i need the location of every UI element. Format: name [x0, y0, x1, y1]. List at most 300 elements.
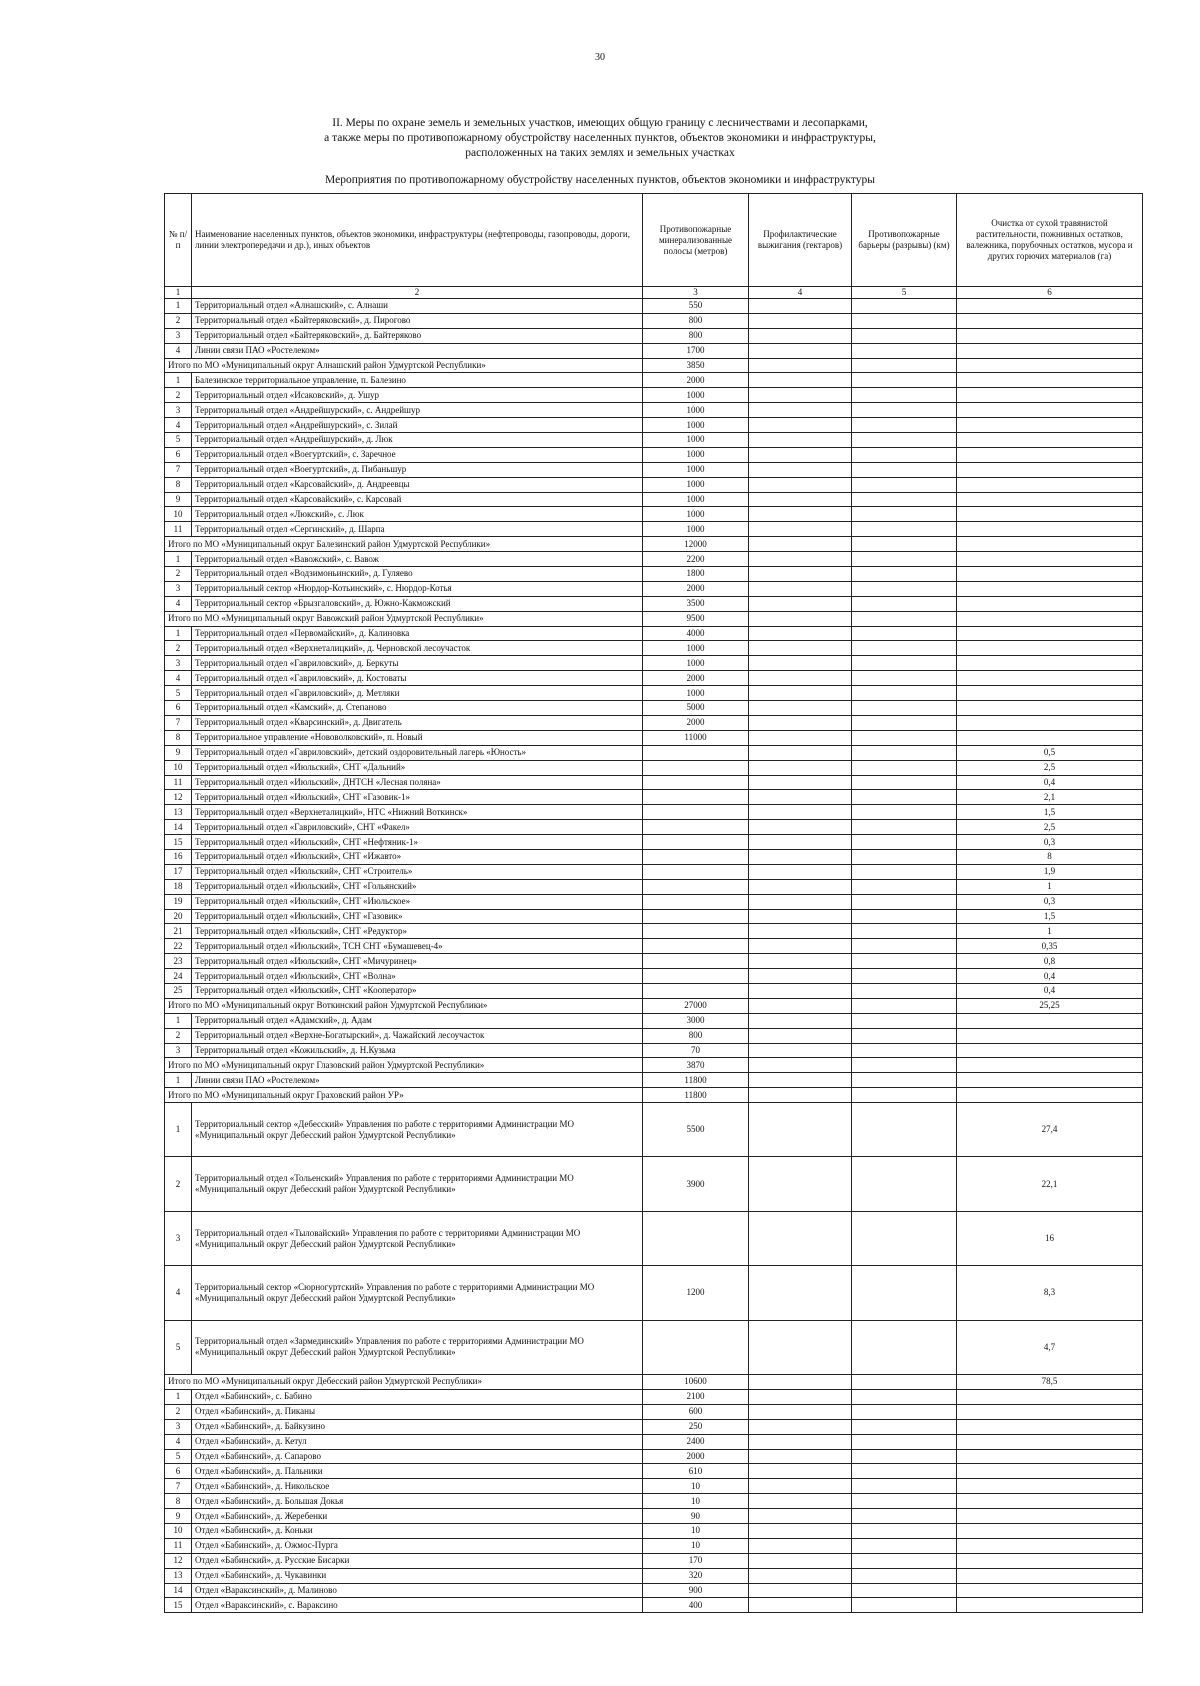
cell-name: Отдел «Бабинский», с. Бабино — [192, 1389, 643, 1404]
cell-fire-barriers — [852, 1088, 957, 1103]
cell-name: Территориальный отдел «Воегуртский», д. Пибаньшур — [192, 462, 643, 477]
cell-preventive-burning — [749, 879, 852, 894]
cell-mineralized-strips: 11800 — [643, 1073, 749, 1088]
cell-clearing: 1 — [957, 879, 1143, 894]
cell-clearing — [957, 1058, 1143, 1073]
table-row — [165, 1464, 1143, 1479]
cell-clearing: 1 — [957, 924, 1143, 939]
cell-name: Территориальное управление «Нововолковский», п. Новый — [192, 730, 643, 745]
cell-fire-barriers — [852, 1434, 957, 1449]
cell-clearing — [957, 507, 1143, 522]
cell-fire-barriers — [852, 418, 957, 433]
cell-fire-barriers — [852, 656, 957, 671]
cell-clearing — [957, 1509, 1143, 1524]
cell-fire-barriers — [852, 328, 957, 343]
cell-clearing — [957, 730, 1143, 745]
cell-preventive-burning — [749, 730, 852, 745]
cell-clearing — [957, 656, 1143, 671]
cell-preventive-burning — [749, 775, 852, 790]
cell-fire-barriers — [852, 1494, 957, 1509]
cell-name: Балезинское территориальное управление, п. Балезино — [192, 373, 643, 388]
cell-mineralized-strips: 3000 — [643, 1013, 749, 1028]
cell-preventive-burning — [749, 611, 852, 626]
cell-num: 12 — [165, 790, 192, 805]
cell-fire-barriers — [852, 745, 957, 760]
cell-num: 8 — [165, 1494, 192, 1509]
cell-name: Линии связи ПАО «Ростелеком» — [192, 343, 643, 358]
cell-name: Территориальный отдел «Июльский», СНТ «Газовик-1» — [192, 790, 643, 805]
cell-num: 6 — [165, 447, 192, 462]
table-row — [165, 864, 1143, 879]
cell-name: Территориальный отдел «Люкский», с. Люк — [192, 507, 643, 522]
cell-fire-barriers — [852, 1404, 957, 1419]
cell-mineralized-strips: 170 — [643, 1553, 749, 1568]
cell-num: 2 — [165, 1157, 192, 1211]
cell-preventive-burning — [749, 1211, 852, 1265]
cell-fire-barriers — [852, 1464, 957, 1479]
total-label: Итого по МО «Муниципальный округ Граховский район УР» — [165, 1088, 643, 1103]
cell-num: 23 — [165, 954, 192, 969]
cell-mineralized-strips — [643, 1211, 749, 1265]
table-row — [165, 671, 1143, 686]
cell-mineralized-strips: 1000 — [643, 522, 749, 537]
table-row — [165, 1523, 1143, 1538]
cell-fire-barriers — [852, 849, 957, 864]
table-row — [165, 1028, 1143, 1043]
cell-name: Территориальный отдел «Июльский», СНТ «Волна» — [192, 969, 643, 984]
cell-name: Территориальный отдел «Июльский», СНТ «Газовик» — [192, 909, 643, 924]
header-name: Наименование населенных пунктов, объектов экономики, инфраструктуры (нефтепроводы, газопроводы, дороги, линии электропередачи и др.), иных объектов — [192, 194, 643, 287]
cell-mineralized-strips: 90 — [643, 1509, 749, 1524]
table-row — [165, 1419, 1143, 1434]
cell-fire-barriers — [852, 1449, 957, 1464]
cell-preventive-burning — [749, 1419, 852, 1434]
cell-fire-barriers — [852, 299, 957, 314]
cell-preventive-burning — [749, 1449, 852, 1464]
cell-mineralized-strips: 1000 — [643, 418, 749, 433]
cell-fire-barriers — [852, 507, 957, 522]
cell-mineralized-strips: 2000 — [643, 671, 749, 686]
cell-clearing: 0,4 — [957, 983, 1143, 998]
cell-name: Территориальный отдел «Водзимоньинский», д. Гуляево — [192, 567, 643, 582]
cell-clearing — [957, 433, 1143, 448]
cell-preventive-burning — [749, 596, 852, 611]
cell-num: 2 — [165, 641, 192, 656]
cell-name: Территориальный сектор «Брызгаловский», д. Южно-Какможский — [192, 596, 643, 611]
cell-preventive-burning — [749, 656, 852, 671]
cell-num: 8 — [165, 477, 192, 492]
cell-mineralized-strips — [643, 760, 749, 775]
cell-preventive-burning — [749, 671, 852, 686]
cell-clearing — [957, 701, 1143, 716]
cell-num: 5 — [165, 433, 192, 448]
cell-preventive-burning — [749, 715, 852, 730]
cell-fire-barriers — [852, 1103, 957, 1157]
total-label: Итого по МО «Муниципальный округ Балезинский район Удмуртской Республики» — [165, 537, 643, 552]
cell-name: Территориальный отдел «Июльский», СНТ «Гольянский» — [192, 879, 643, 894]
cell-mineralized-strips: 10 — [643, 1523, 749, 1538]
cell-clearing — [957, 522, 1143, 537]
cell-preventive-burning — [749, 1266, 852, 1320]
table-row — [165, 522, 1143, 537]
cell-mineralized-strips: 1000 — [643, 403, 749, 418]
cell-mineralized-strips: 1000 — [643, 507, 749, 522]
table-row — [165, 715, 1143, 730]
cell-preventive-burning — [749, 1434, 852, 1449]
cell-num: 11 — [165, 775, 192, 790]
cell-preventive-burning — [749, 924, 852, 939]
cell-clearing: 27,4 — [957, 1103, 1143, 1157]
cell-fire-barriers — [852, 1211, 957, 1265]
table-row — [165, 1073, 1143, 1088]
cell-num: 3 — [165, 403, 192, 418]
header-num: № п/п — [165, 194, 192, 287]
cell-fire-barriers — [852, 581, 957, 596]
page-number: 30 — [595, 52, 605, 63]
cell-preventive-burning — [749, 909, 852, 924]
cell-clearing — [957, 358, 1143, 373]
cell-preventive-burning — [749, 805, 852, 820]
table-row — [165, 656, 1143, 671]
cell-mineralized-strips: 11000 — [643, 730, 749, 745]
cell-clearing — [957, 1073, 1143, 1088]
cell-mineralized-strips — [643, 894, 749, 909]
cell-name: Территориальный отдел «Гавриловский», д. Беркуты — [192, 656, 643, 671]
table-row — [165, 403, 1143, 418]
cell-fire-barriers — [852, 552, 957, 567]
cell-num: 15 — [165, 1598, 192, 1613]
cell-fire-barriers — [852, 775, 957, 790]
cell-num: 9 — [165, 1509, 192, 1524]
table-body — [165, 299, 1143, 1613]
cell-name: Территориальный отдел «Кожильский», д. Н.Кузьма — [192, 1043, 643, 1058]
table-row — [165, 1583, 1143, 1598]
cell-preventive-burning — [749, 745, 852, 760]
cell-preventive-burning — [749, 1523, 852, 1538]
cell-clearing — [957, 343, 1143, 358]
cell-preventive-burning — [749, 954, 852, 969]
cell-fire-barriers — [852, 1419, 957, 1434]
cell-preventive-burning — [749, 1028, 852, 1043]
column-number: 2 — [192, 287, 643, 299]
cell-fire-barriers — [852, 701, 957, 716]
table-row — [165, 969, 1143, 984]
cell-num: 1 — [165, 1073, 192, 1088]
column-number: 4 — [749, 287, 852, 299]
cell-preventive-burning — [749, 1103, 852, 1157]
cell-mineralized-strips: 1000 — [643, 447, 749, 462]
cell-preventive-burning — [749, 1058, 852, 1073]
header-row — [165, 194, 1143, 287]
cell-clearing — [957, 492, 1143, 507]
cell-clearing — [957, 1538, 1143, 1553]
cell-name: Территориальный отдел «Адамский», д. Адам — [192, 1013, 643, 1028]
cell-mineralized-strips: 2000 — [643, 373, 749, 388]
cell-clearing — [957, 1464, 1143, 1479]
cell-preventive-burning — [749, 1320, 852, 1374]
table-row — [165, 626, 1143, 641]
table-row — [165, 1598, 1143, 1613]
cell-mineralized-strips: 5500 — [643, 1103, 749, 1157]
cell-clearing — [957, 715, 1143, 730]
column-number-row — [165, 287, 1143, 299]
cell-mineralized-strips — [643, 954, 749, 969]
cell-preventive-burning — [749, 849, 852, 864]
cell-fire-barriers — [852, 864, 957, 879]
cell-preventive-burning — [749, 939, 852, 954]
cell-preventive-burning — [749, 418, 852, 433]
cell-num: 1 — [165, 373, 192, 388]
column-number: 3 — [643, 287, 749, 299]
cell-fire-barriers — [852, 998, 957, 1013]
cell-fire-barriers — [852, 313, 957, 328]
cell-num: 10 — [165, 1523, 192, 1538]
cell-clearing — [957, 418, 1143, 433]
cell-preventive-burning — [749, 1568, 852, 1583]
cell-mineralized-strips: 800 — [643, 313, 749, 328]
cell-num: 6 — [165, 701, 192, 716]
cell-num: 15 — [165, 835, 192, 850]
cell-mineralized-strips: 400 — [643, 1598, 749, 1613]
cell-fire-barriers — [852, 790, 957, 805]
table-row — [165, 701, 1143, 716]
cell-preventive-burning — [749, 299, 852, 314]
cell-name: Отдел «Бабинский», д. Байкузино — [192, 1419, 643, 1434]
table-row — [165, 1211, 1143, 1265]
cell-mineralized-strips — [643, 849, 749, 864]
cell-preventive-burning — [749, 1389, 852, 1404]
cell-fire-barriers — [852, 805, 957, 820]
cell-clearing — [957, 373, 1143, 388]
table-row — [165, 909, 1143, 924]
table-row — [165, 894, 1143, 909]
table-row — [165, 1553, 1143, 1568]
cell-mineralized-strips — [643, 879, 749, 894]
cell-preventive-burning — [749, 358, 852, 373]
cell-clearing: 4,7 — [957, 1320, 1143, 1374]
table-row — [165, 1538, 1143, 1553]
table-row — [165, 388, 1143, 403]
table-row — [165, 1449, 1143, 1464]
cell-name: Отдел «Вараксинский», д. Малиново — [192, 1583, 643, 1598]
cell-num: 13 — [165, 1568, 192, 1583]
cell-name: Территориальный отдел «Июльский», ТСН СНТ «Бумашевец-4» — [192, 939, 643, 954]
cell-name: Территориальный отдел «Июльский», СНТ «Дальний» — [192, 760, 643, 775]
cell-clearing — [957, 686, 1143, 701]
table-row — [165, 745, 1143, 760]
cell-num: 9 — [165, 492, 192, 507]
cell-num: 3 — [165, 1419, 192, 1434]
cell-clearing: 25,25 — [957, 998, 1143, 1013]
cell-mineralized-strips — [643, 983, 749, 998]
cell-clearing — [957, 1389, 1143, 1404]
cell-mineralized-strips: 2400 — [643, 1434, 749, 1449]
cell-num: 5 — [165, 1320, 192, 1374]
table-row — [165, 939, 1143, 954]
cell-preventive-burning — [749, 388, 852, 403]
cell-fire-barriers — [852, 522, 957, 537]
cell-mineralized-strips: 1000 — [643, 477, 749, 492]
cell-clearing: 2,5 — [957, 820, 1143, 835]
cell-fire-barriers — [852, 1058, 957, 1073]
cell-preventive-burning — [749, 835, 852, 850]
cell-mineralized-strips: 1000 — [643, 388, 749, 403]
cell-preventive-burning — [749, 686, 852, 701]
cell-num: 7 — [165, 1479, 192, 1494]
cell-preventive-burning — [749, 403, 852, 418]
cell-fire-barriers — [852, 596, 957, 611]
cell-num: 24 — [165, 969, 192, 984]
table-caption: Мероприятия по противопожарному обустройству населенных пунктов, объектов экономики и инфраструктуры — [325, 174, 875, 186]
cell-name: Отдел «Бабинский», д. Пиканы — [192, 1404, 643, 1419]
cell-num: 25 — [165, 983, 192, 998]
cell-preventive-burning — [749, 1375, 852, 1390]
table-row — [165, 552, 1143, 567]
table-row — [165, 447, 1143, 462]
cell-clearing — [957, 1553, 1143, 1568]
measures-table — [164, 193, 1143, 1613]
cell-fire-barriers — [852, 730, 957, 745]
cell-fire-barriers — [852, 1375, 957, 1390]
cell-fire-barriers — [852, 462, 957, 477]
cell-preventive-burning — [749, 820, 852, 835]
table-row — [165, 730, 1143, 745]
cell-clearing — [957, 1404, 1143, 1419]
cell-mineralized-strips — [643, 1320, 749, 1374]
cell-fire-barriers — [852, 433, 957, 448]
cell-clearing — [957, 671, 1143, 686]
cell-preventive-burning — [749, 641, 852, 656]
table-row — [165, 507, 1143, 522]
cell-mineralized-strips — [643, 805, 749, 820]
cell-name: Отдел «Бабинский», д. Пальники — [192, 1464, 643, 1479]
cell-name: Территориальный отдел «Андрейшурский», д. Люк — [192, 433, 643, 448]
cell-clearing — [957, 1013, 1143, 1028]
cell-mineralized-strips: 1800 — [643, 567, 749, 582]
cell-num: 4 — [165, 418, 192, 433]
cell-clearing — [957, 1449, 1143, 1464]
cell-fire-barriers — [852, 1479, 957, 1494]
column-number: 6 — [957, 287, 1143, 299]
cell-name: Территориальный отдел «Июльский», СНТ «Июльское» — [192, 894, 643, 909]
cell-num: 11 — [165, 522, 192, 537]
cell-preventive-burning — [749, 433, 852, 448]
cell-clearing: 8 — [957, 849, 1143, 864]
total-label: Итого по МО «Муниципальный округ Глазовский район Удмуртской Республики» — [165, 1058, 643, 1073]
cell-mineralized-strips: 12000 — [643, 537, 749, 552]
cell-mineralized-strips: 70 — [643, 1043, 749, 1058]
table-row — [165, 433, 1143, 448]
cell-name: Территориальный сектор «Сюрногуртский» Управления по работе с территориями Администрации МО «Муниципальный округ Дебесский район Удмуртской Республики» — [192, 1266, 643, 1320]
cell-mineralized-strips: 2200 — [643, 552, 749, 567]
cell-num: 4 — [165, 1434, 192, 1449]
cell-fire-barriers — [852, 567, 957, 582]
table-total-row — [165, 1375, 1143, 1390]
cell-name: Отдел «Бабинский», д. Чукавинки — [192, 1568, 643, 1583]
cell-num: 11 — [165, 1538, 192, 1553]
cell-mineralized-strips: 10600 — [643, 1375, 749, 1390]
cell-mineralized-strips: 1000 — [643, 462, 749, 477]
table-row — [165, 1266, 1143, 1320]
cell-name: Отдел «Бабинский», д. Коньки — [192, 1523, 643, 1538]
cell-num: 10 — [165, 760, 192, 775]
cell-mineralized-strips: 5000 — [643, 701, 749, 716]
cell-mineralized-strips: 3900 — [643, 1157, 749, 1211]
cell-fire-barriers — [852, 939, 957, 954]
cell-name: Линии связи ПАО «Ростелеком» — [192, 1073, 643, 1088]
cell-preventive-burning — [749, 537, 852, 552]
cell-name: Отдел «Вараксинский», с. Вараксино — [192, 1598, 643, 1613]
cell-mineralized-strips: 3850 — [643, 358, 749, 373]
cell-num: 21 — [165, 924, 192, 939]
cell-name: Территориальный отдел «Верхнеталицкий», д. Черновской лесоучасток — [192, 641, 643, 656]
cell-num: 2 — [165, 388, 192, 403]
cell-clearing — [957, 611, 1143, 626]
cell-num: 13 — [165, 805, 192, 820]
cell-preventive-burning — [749, 373, 852, 388]
cell-clearing — [957, 477, 1143, 492]
cell-mineralized-strips: 1000 — [643, 492, 749, 507]
table-row — [165, 849, 1143, 864]
cell-clearing — [957, 1494, 1143, 1509]
cell-preventive-burning — [749, 492, 852, 507]
table-row — [165, 313, 1143, 328]
cell-mineralized-strips — [643, 745, 749, 760]
table-row — [165, 983, 1143, 998]
cell-clearing: 0,3 — [957, 894, 1143, 909]
cell-fire-barriers — [852, 1598, 957, 1613]
cell-fire-barriers — [852, 835, 957, 850]
cell-name: Территориальный отдел «Сергинский», д. Шарпа — [192, 522, 643, 537]
cell-fire-barriers — [852, 686, 957, 701]
header-preventive-burning: Профилактические выжигания (гектаров) — [749, 194, 852, 287]
cell-preventive-burning — [749, 343, 852, 358]
cell-preventive-burning — [749, 1583, 852, 1598]
cell-fire-barriers — [852, 1320, 957, 1374]
cell-num: 18 — [165, 879, 192, 894]
cell-preventive-burning — [749, 1404, 852, 1419]
cell-name: Территориальный сектор «Нюрдор-Котьинский», с. Нюрдор-Котья — [192, 581, 643, 596]
cell-fire-barriers — [852, 492, 957, 507]
cell-fire-barriers — [852, 969, 957, 984]
table-row — [165, 1013, 1143, 1028]
cell-name: Территориальный сектор «Дебесский» Управления по работе с территориями Администрации МО «Муниципальный округ Дебесский район Удмуртской Республики» — [192, 1103, 643, 1157]
cell-num: 4 — [165, 343, 192, 358]
table-row — [165, 790, 1143, 805]
cell-num: 20 — [165, 909, 192, 924]
cell-name: Отдел «Бабинский», д. Кетул — [192, 1434, 643, 1449]
cell-name: Территориальный отдел «Тыловайский» Управления по работе с территориями Администрации МО «Муниципальный округ Дебесский район Удмуртской Республики» — [192, 1211, 643, 1265]
cell-preventive-burning — [749, 447, 852, 462]
cell-preventive-burning — [749, 1013, 852, 1028]
table-row — [165, 686, 1143, 701]
cell-name: Территориальный отдел «Гавриловский», д. Костоваты — [192, 671, 643, 686]
cell-name: Отдел «Бабинский», д. Сапарово — [192, 1449, 643, 1464]
table-row — [165, 328, 1143, 343]
cell-mineralized-strips: 900 — [643, 1583, 749, 1598]
cell-num: 1 — [165, 1389, 192, 1404]
cell-name: Территориальный отдел «Июльский», СНТ «Нефтяник-1» — [192, 835, 643, 850]
cell-num: 12 — [165, 1553, 192, 1568]
cell-fire-barriers — [852, 537, 957, 552]
cell-mineralized-strips: 4000 — [643, 626, 749, 641]
cell-clearing — [957, 328, 1143, 343]
cell-mineralized-strips: 1200 — [643, 1266, 749, 1320]
cell-clearing — [957, 581, 1143, 596]
cell-fire-barriers — [852, 1568, 957, 1583]
cell-num: 1 — [165, 1103, 192, 1157]
table-row — [165, 1479, 1143, 1494]
